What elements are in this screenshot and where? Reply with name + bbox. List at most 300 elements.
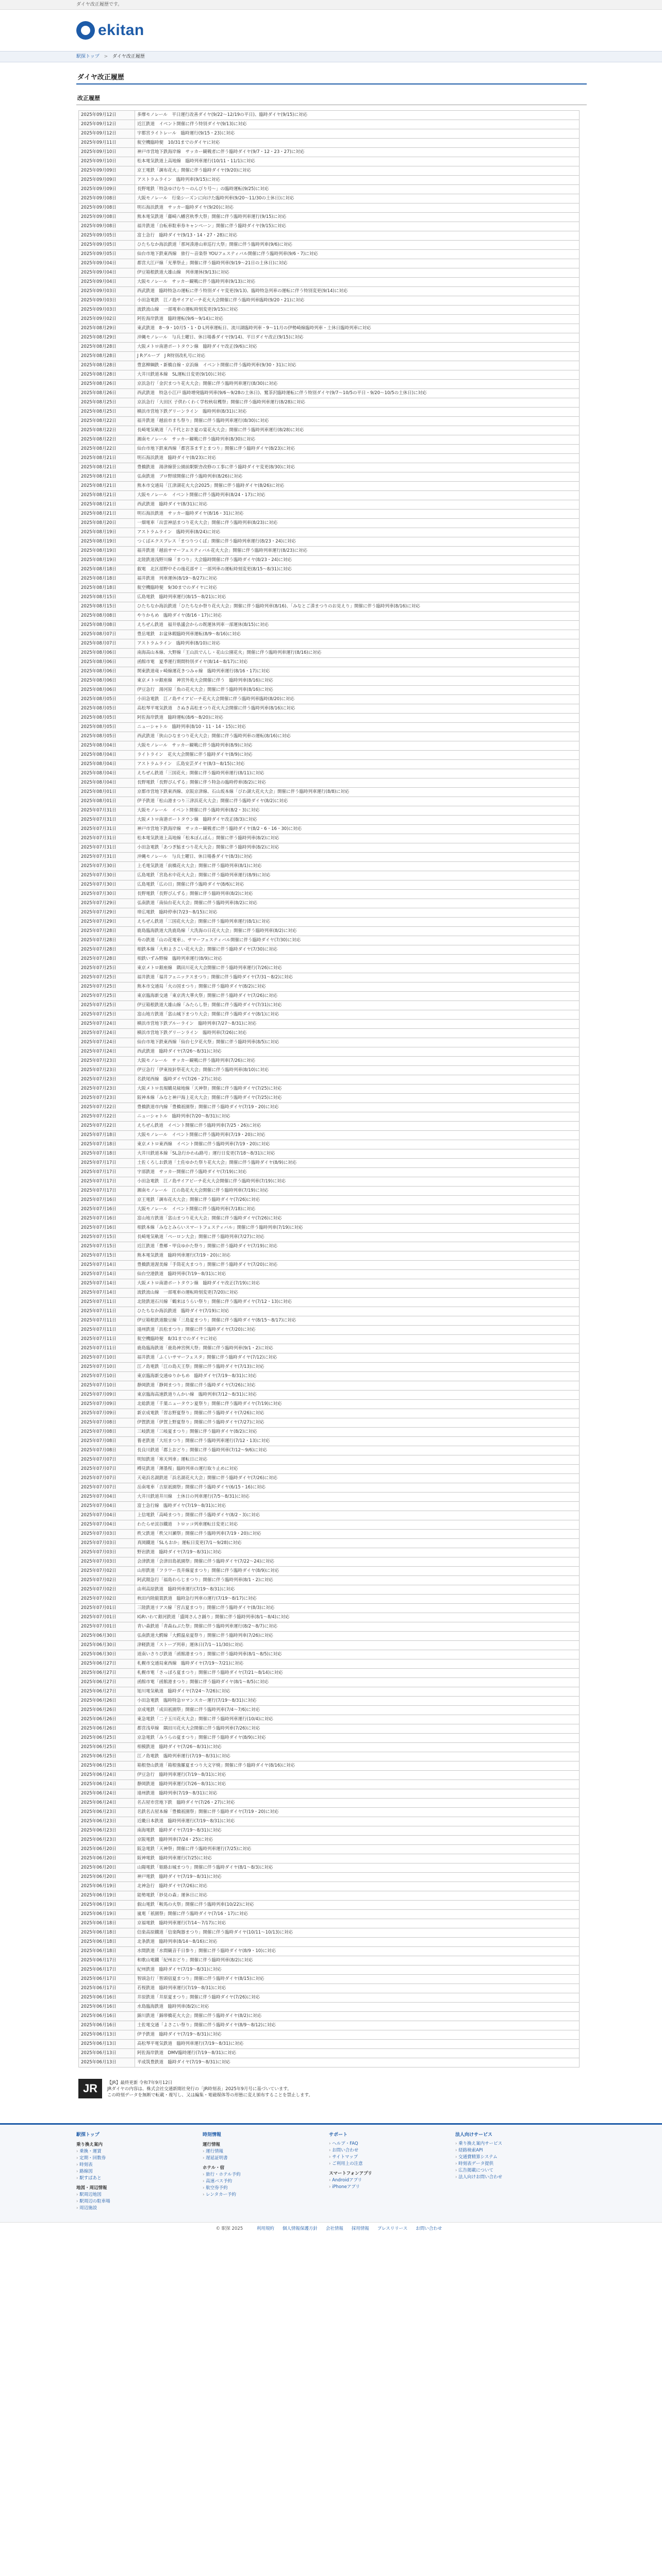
revision-row [79,445,580,454]
footer-link[interactable]: › 周辺施設 [76,2205,203,2212]
revision-text: ひたちなか海浜鉄道「ひたちなか祭り花火大会」開催に伴う臨時列車(8/16)、「みなとご湊まつりのお見えり」開催に伴う臨時列車(8/16)に対応 [135,602,580,612]
jr-notice-text [107,2079,313,2098]
footer-link[interactable]: › 法人向けお問い合わせ [455,2174,582,2181]
revision-date: 2025年07月11日 [79,1298,135,1307]
revision-row [79,973,580,982]
footer-link[interactable]: › 定期・回数券 [76,2155,203,2162]
revision-row [79,797,580,806]
revision-row [79,537,580,547]
revision-date: 2025年07月08日 [79,1418,135,1428]
jr-logo: JR [78,2079,102,2098]
revision-row [79,1242,580,1251]
revision-date: 2025年08月19日 [79,556,135,565]
revision-date: 2025年09月04日 [79,278,135,287]
revision-text: ニューシャトル 臨時列車(7/20〜8/31)に対応 [135,1112,580,1122]
revision-date: 2025年09月03日 [79,296,135,306]
revision-date: 2025年06月20日 [79,1845,135,1854]
revision-text: 松本電気鉄道上高地線「松本ぼんぼん」開催に伴う臨時列車(8/2)に対応 [135,834,580,843]
revision-row [79,315,580,324]
bottom-link[interactable]: 会社情報 [325,2226,343,2231]
revision-row [79,1010,580,1020]
revision-row [79,964,580,973]
revision-text: 西武鉄道 臨時ダイヤ(7/26〜8/31)に対応 [135,1047,580,1057]
revision-text: 明石海浜鉄道 臨時ダイヤ(8/23)に対応 [135,454,580,463]
revision-date: 2025年07月02日 [79,1585,135,1595]
footer-link[interactable]: › 乗換・運賃 [76,2148,203,2155]
revision-row [79,1975,580,1984]
revision-text: 遠州鉄道「浜松まつり」開催に伴う臨時ダイヤ(7/20)に対応 [135,1326,580,1335]
revision-row [79,899,580,908]
revision-text: 宇都宮ライトレール 臨時運行(9/15・23)に対応 [135,129,580,139]
revision-row [79,918,580,927]
revision-text: 福井鉄道「越前サマーフェスティバル花火大会」開催に伴う臨時列車運行(8/23)に対応 [135,547,580,556]
revision-row [79,658,580,667]
revision-date: 2025年06月13日 [79,2058,135,2067]
revision-date: 2025年07月10日 [79,1381,135,1391]
revision-row [79,398,580,408]
footer-link[interactable]: › 駅すぱあと [76,2175,203,2182]
revision-date: 2025年07月29日 [79,899,135,908]
revision-text: 阪神電鉄 臨時列車運行(7/25)に対応 [135,1854,580,1863]
revision-text: 名鉄名古屋本線「豊橋祇園祭」開催に伴う臨時ダイヤ(7/19・20)に対応 [135,1808,580,1817]
revision-text: アストラムライン 臨時列車(9/15)に対応 [135,176,580,185]
revision-date: 2025年09月03日 [79,287,135,296]
revision-row [79,2040,580,2049]
revision-date: 2025年08月22日 [79,435,135,445]
copyright: © 駅探 2025 [216,2226,243,2231]
revision-row [79,1622,580,1632]
revision-row [79,1224,580,1233]
revision-row [79,1168,580,1177]
revision-row [79,510,580,519]
revision-date: 2025年07月17日 [79,1168,135,1177]
revision-text: 大阪メトロ南港ポートタウン線 臨時ダイヤ改正(8/3)に対応 [135,816,580,825]
revision-row [79,751,580,760]
revision-date: 2025年09月08日 [79,213,135,222]
revision-text: ひたちなか海浜鉄道 臨時ダイヤ(7/19)に対応 [135,1307,580,1316]
revision-date: 2025年08月20日 [79,519,135,528]
revision-row [79,1650,580,1659]
revision-date: 2025年06月20日 [79,1863,135,1873]
revision-date: 2025年07月30日 [79,871,135,880]
revision-text: 大阪メトロ長堀鶴見緑地線「天神祭」開催に伴う臨時ダイヤ(7/25)に対応 [135,1084,580,1094]
revision-date: 2025年07月22日 [79,1103,135,1112]
revision-date: 2025年09月12日 [79,111,135,120]
revision-date: 2025年07月02日 [79,1595,135,1604]
revision-text: 養老鉄道「大垣まつり」開催に伴う臨時列車運行(7/12・13)に対応 [135,1437,580,1446]
revision-text: 北陸鉄道石川線「鶴来ほうらい祭り」開催に伴う臨時ダイヤ(7/12・13)に対応 [135,1298,580,1307]
revision-date: 2025年08月18日 [79,574,135,584]
revision-text: 広島電鉄「宮島水中花火大会」開催に伴う臨時列車運行(8/9)に対応 [135,871,580,880]
bottom-links [253,2226,446,2231]
revision-row [79,1669,580,1678]
revision-row [79,278,580,287]
revision-row [79,1919,580,1928]
revision-row [79,352,580,361]
revision-date: 2025年07月30日 [79,890,135,899]
revision-date: 2025年09月10日 [79,148,135,157]
revision-text: 静岡鉄道「静岡まつり」開催に伴う臨時ダイヤ(7/26)に対応 [135,1381,580,1391]
revision-text: 鹿島臨海鉄道大洗鹿島線「大洗海の日花火大会」開催に伴う臨時列車(8/2)に対応 [135,927,580,936]
revision-text: 伊豆箱根鉄道大雄山線「みたらし祭」開催に伴う臨時ダイヤ(7/31)に対応 [135,1001,580,1010]
revision-text: 大阪モノレール イベント開催に伴う臨時列車(7/19・20)に対応 [135,1131,580,1140]
revision-row [79,1836,580,1845]
revision-text: 上毛電気鉄道「前橋花火大会」開催に伴う臨時列車(8/1)に対応 [135,862,580,871]
revision-date: 2025年07月24日 [79,1038,135,1047]
revision-date: 2025年09月05日 [79,250,135,259]
revision-date: 2025年06月27日 [79,1659,135,1669]
revision-date: 2025年07月17日 [79,1187,135,1196]
revision-date: 2025年08月29日 [79,324,135,333]
revision-text: 北条鉄道 臨時列車(8/14〜8/16)に対応 [135,1938,580,1947]
revision-date: 2025年06月19日 [79,1910,135,1919]
revision-date: 2025年08月19日 [79,547,135,556]
revision-text: 井原鉄道「井原夏まつり」開催に伴う臨時ダイヤ(7/26)に対応 [135,1993,580,2003]
footer-link[interactable]: › ヘルプ・FAQ [329,2141,455,2147]
revision-date: 2025年07月23日 [79,1057,135,1066]
revision-row [79,1270,580,1279]
revision-date: 2025年07月23日 [79,1075,135,1084]
revision-date: 2025年06月18日 [79,1928,135,1938]
footer-link[interactable]: › 時刻表 [76,2162,203,2168]
revision-text: 明石海浜鉄道 サッカー臨時ダイヤ(9/20)に対応 [135,204,580,213]
bottom-link[interactable]: お問い合わせ [416,2226,442,2231]
footer-link[interactable]: › 運行情報 [203,2148,329,2155]
revision-date: 2025年06月23日 [79,1836,135,1845]
footer-col-3-title[interactable]: サポート [329,2132,348,2138]
footer-link[interactable]: › Androidアプリ [329,2177,455,2184]
revision-row [79,1863,580,1873]
revision-date: 2025年07月25日 [79,1010,135,1020]
revision-row [79,982,580,992]
revision-date: 2025年09月05日 [79,231,135,241]
footer-link[interactable]: › 路線図 [76,2168,203,2175]
revision-text: 函館市電 夏季運行期間特別ダイヤ(8/14〜8/17)に対応 [135,658,580,667]
footer-link[interactable]: › レンタカー予約 [203,2192,329,2198]
ekitan-logo[interactable] [76,21,144,40]
revision-date: 2025年06月17日 [79,1956,135,1965]
revision-row [79,2058,580,2067]
revision-date: 2025年06月20日 [79,1873,135,1882]
footer-link[interactable]: › 航空券予約 [203,2185,329,2192]
logo-text: ekitan [98,22,144,39]
revision-text: 横浜市営地下鉄ブルーライン 臨時列車(7/27〜8/31)に対応 [135,1020,580,1029]
bottom-link[interactable]: 採用情報 [351,2226,369,2231]
revision-row [79,1567,580,1576]
revision-text: 道南いさりび鉄道「函館港まつり」開催に伴う臨時列車(8/1〜8/5)に対応 [135,1650,580,1659]
revision-text: 多摩モノレール 平日運行改善ダイヤ(9/22〜12/19の平日)、臨時ダイヤ(9/15)に対応 [135,111,580,120]
revision-row [79,482,580,491]
revision-date: 2025年07月09日 [79,1400,135,1409]
revision-date: 2025年07月09日 [79,1409,135,1418]
footer-link[interactable]: › 広告掲載について [455,2167,582,2174]
revision-date: 2025年06月18日 [79,1919,135,1928]
revision-row [79,231,580,241]
revision-text: 三陸鉄道リアス線「宮古夏まつり」開催に伴う臨時ダイヤ(8/3)に対応 [135,1604,580,1613]
revision-text: 阿佐海岸鉄道 臨時運転(8/6〜8/20)に対応 [135,714,580,723]
footer-col-2-title[interactable]: 時刻情報 [203,2132,222,2138]
revision-row [79,732,580,741]
revision-row [79,1279,580,1289]
revision-text: 松本電気鉄道上高地線 臨時列車運行(10/11・11/1)に対応 [135,157,580,166]
revision-date: 2025年07月03日 [79,1548,135,1557]
revision-date: 2025年09月04日 [79,268,135,278]
revision-row [79,1826,580,1836]
revision-text: 福井鉄道「自転車駐車券キャンペーン」開催に伴う臨時ダイヤ(9/15)に対応 [135,222,580,231]
revision-text: 弘南鉄道大鰐線「大鰐温泉夏祭り」開催に伴う臨時列車(7/26)に対応 [135,1632,580,1641]
footer-link[interactable]: › サイトマップ [329,2154,455,2161]
revision-date: 2025年08月05日 [79,714,135,723]
breadcrumb-home-link[interactable]: 駅探トップ [76,54,100,59]
revision-text: アストラムライン 臨時列車(8/10)に対応 [135,639,580,649]
revision-text: 都営大江戸線「光華祭止」開催に伴う臨時列車(9/19〜21日の土休日)に対応 [135,259,580,268]
revision-date: 2025年08月04日 [79,769,135,778]
revision-text: 長野電鉄「長野ぴんずる」開催に伴う特急の臨時停車(8/2)に対応 [135,778,580,788]
revision-date: 2025年07月22日 [79,1112,135,1122]
footer-link[interactable]: › 経路検索API [455,2147,582,2154]
revision-text: 会津鉄道「会津田島祇園祭」開催に伴う臨時ダイヤ(7/22〜24)に対応 [135,1557,580,1567]
revision-text: 高松琴平電気鉄道 さぬき高松まつり花火大会開催に伴う臨時列車(8/16)に対応 [135,704,580,714]
revision-row [79,556,580,565]
revision-date: 2025年07月11日 [79,1326,135,1335]
revision-row [79,1585,580,1595]
footer-link[interactable]: › 乗り換え案内サービス [455,2141,582,2147]
revision-text: IGRいわて銀河鉄道「盛岡さんさ踊り」開催に伴う臨時列車(8/1〜8/4)に対応 [135,1613,580,1622]
revision-text: 伊豆箱根鉄道駿豆線「三島夏まつり」開催に伴う臨時ダイヤ(8/15〜8/17)に対応 [135,1316,580,1326]
revision-text: 三岐鉄道「三岐夏まつり」開催に伴う臨時ダイヤ(8/2)に対応 [135,1428,580,1437]
footer-col-3-list1 [329,2141,455,2167]
breadcrumb [0,51,662,62]
breadcrumb-current: ダイヤ改正履歴 [112,54,145,59]
revision-text: 豊橋鉄道 湯津線笹公園前駅駅舎改修の工事に伴う臨時ダイヤ変更(8/30)に対応 [135,463,580,472]
revision-text: 熊本市交通局「江津湖花火大会2025」開催に伴う臨時ダイヤ(8/26)に対応 [135,482,580,491]
revision-text: 名古屋市営地下鉄 臨時ダイヤ(7/26・27)に対応 [135,1799,580,1808]
footer-link[interactable]: › 遅延証明書 [203,2155,329,2162]
revision-text: 若桜鉄道 臨時列車運行(7/19〜8/31)に対応 [135,1984,580,1993]
footer-link[interactable]: › 交通費精算システム [455,2154,582,2161]
revision-row [79,621,580,630]
revision-text: 神戸市営地下鉄海岸線 サッカー観戦者に伴う臨時ダイヤ(9/7・12・23・27)に対応 [135,148,580,157]
revision-date: 2025年08月21日 [79,454,135,463]
revision-row [79,528,580,537]
revision-text: 東京臨海新交通「東京湾大華火祭」開催に伴う臨時ダイヤ(7/26)に対応 [135,992,580,1001]
revision-row [79,1789,580,1799]
revision-date: 2025年07月17日 [79,1177,135,1187]
revision-row [79,547,580,556]
revision-date: 2025年07月18日 [79,1149,135,1159]
revision-date: 2025年06月18日 [79,1947,135,1956]
footer-link[interactable]: › ご利用上の注意 [329,2161,455,2167]
revision-text: えちぜん鉄道 福井県議会からの既運休列車一部運休(8/15)に対応 [135,621,580,630]
bottom-link[interactable]: 個人情報保護方針 [282,2226,318,2231]
revision-date: 2025年09月12日 [79,129,135,139]
revision-date: 2025年07月28日 [79,955,135,964]
revision-row [79,1103,580,1112]
revision-text: 湘南モノレール 江の島花火大会開催に伴う臨時列車(7/19)に対応 [135,1187,580,1196]
revision-row [79,584,580,593]
revision-row [79,769,580,778]
revision-text: 東京臨海新交通ゆりかもめ 臨時ダイヤ(7/19〜8/31)に対応 [135,1372,580,1381]
revision-row [79,1697,580,1706]
revision-row [79,2021,580,2030]
revision-text: 明石海浜鉄道 サッカー臨時ダイヤ(8/16・31)に対応 [135,510,580,519]
revision-row [79,1891,580,1901]
revision-row [79,1038,580,1047]
revision-text: 福井鉄道「越前市まち祭り」開催に伴う臨時列車運行(8/30)に対応 [135,417,580,426]
revision-date: 2025年08月18日 [79,565,135,574]
revision-text: 叡山電鉄「鞍馬の火祭」開催に伴う臨時列車(10/22)に対応 [135,1901,580,1910]
revision-text: 天竜浜名湖鉄道「浜名湖花火大会」開催に伴う臨時ダイヤ(7/26)に対応 [135,1474,580,1483]
revision-text: 仙台市地下鉄東西線「都宮茶ますとまつり」開催に伴う臨時ダイヤ(8/23)に対応 [135,445,580,454]
footer-link[interactable]: › お問い合わせ [329,2147,455,2154]
revision-row [79,111,580,120]
revision-row [79,408,580,417]
revision-date: 2025年07月16日 [79,1214,135,1224]
revision-text: わたらせ渓谷鐵道 トロッコ列車運転日変更に対応 [135,1520,580,1530]
revision-row [79,389,580,398]
revision-text: 弘南鉄道「南仙台花火大会」開催に伴う臨時列車(8/2)に対応 [135,899,580,908]
revision-row [79,2012,580,2021]
revision-row [79,1140,580,1149]
revision-date: 2025年07月23日 [79,1084,135,1094]
footer-link[interactable]: › 時刻表データ提供 [455,2161,582,2167]
revision-row [79,1437,580,1446]
revision-row [79,686,580,695]
revision-date: 2025年08月28日 [79,343,135,352]
revision-date: 2025年07月07日 [79,1455,135,1465]
revision-row [79,714,580,723]
footer-link[interactable]: › 駅周辺地図 [76,2192,203,2198]
revision-date: 2025年07月22日 [79,1122,135,1131]
revision-row [79,1761,580,1771]
revision-row [79,1261,580,1270]
revision-row [79,1353,580,1363]
revision-row [79,2030,580,2040]
revision-text: 伊豆急行 臨時列車運行(7/19〜8/31)に対応 [135,1771,580,1780]
revision-text: 航空機臨時便 9/30までのダイヤに対応 [135,584,580,593]
revision-row [79,1734,580,1743]
revision-date: 2025年06月16日 [79,1993,135,2003]
footer-link[interactable]: › 旅行・ホテル予約 [203,2172,329,2178]
footer-link[interactable]: › 駅周辺の駐車場 [76,2198,203,2205]
revision-date: 2025年08月26日 [79,380,135,389]
revision-row [79,945,580,955]
revision-row [79,1084,580,1094]
revision-text: ライトライン 花火大会開催に伴う臨時ダイヤ(8/9)に対応 [135,751,580,760]
revision-date: 2025年07月28日 [79,945,135,955]
revision-row [79,2049,580,2058]
revision-row [79,194,580,204]
bottom-link[interactable]: プレスリリース [377,2226,408,2231]
revision-date: 2025年08月22日 [79,445,135,454]
revision-row [79,741,580,751]
revision-text: 近畿日本鉄道 臨時列車運行(7/19〜8/31)に対応 [135,1817,580,1826]
revision-date: 2025年07月04日 [79,1520,135,1530]
revision-text: 長野電鉄「長野びんずる」開催に伴う臨時列車(8/2)に対応 [135,890,580,899]
revision-text: 北総鉄道「千葉ニュータウン夏祭り」開催に伴う臨時ダイヤ(7/19)に対応 [135,1400,580,1409]
footer-col-1-title[interactable]: 駅探トップ [76,2132,100,2138]
revision-text: 横浜市営地下鉄グリーンライン 臨時列車(8/31)に対応 [135,408,580,417]
revision-date: 2025年09月08日 [79,204,135,213]
revision-text: 智頭急行「智頭宿夏まつり」開催に伴う臨時ダイヤ(8/15)に対応 [135,1975,580,1984]
footer-link[interactable]: › iPhoneアプリ [329,2184,455,2191]
revision-date: 2025年06月16日 [79,2012,135,2021]
revision-row [79,704,580,714]
revision-text: 相模鉄道 臨時ダイヤ(7/26〜8/31)に対応 [135,1743,580,1752]
revision-date: 2025年06月17日 [79,1984,135,1993]
footer-col-1-list1 [76,2148,203,2182]
revision-row [79,1483,580,1493]
revision-text: 近江鉄道 イベント開催に伴う特別ダイヤ(9/13)に対応 [135,120,580,129]
revision-row [79,1799,580,1808]
revision-row [79,1298,580,1307]
revision-text: 江ノ島電鉄 臨時列車運行(7/19〜8/31)に対応 [135,1752,580,1761]
revision-row [79,1400,580,1409]
revision-date: 2025年07月29日 [79,918,135,927]
revision-row [79,1455,580,1465]
revision-row [79,1687,580,1697]
revision-row [79,287,580,296]
revision-row [79,1808,580,1817]
revision-date: 2025年07月01日 [79,1622,135,1632]
revision-date: 2025年07月18日 [79,1131,135,1140]
footer-col-1-sub1: 乗り換え案内 [76,2142,103,2147]
revision-row [79,213,580,222]
footer-col-1-list2 [76,2192,203,2212]
revision-date: 2025年07月25日 [79,982,135,992]
revision-text: 豊岳電鉄 お盆休暇臨時列車運転(8/9〜8/16)に対応 [135,630,580,639]
revision-date: 2025年08月21日 [79,472,135,482]
revision-row [79,491,580,500]
revision-text: 小田急電鉄 江ノ島サイアビーチ花火大会開催に伴う臨時列車(7/19)に対応 [135,1177,580,1187]
revision-text: えちぜん鉄道「三国花火大会」開催に伴う臨時列車運行(8/1)に対応 [135,918,580,927]
revision-row [79,185,580,194]
revision-text: 名鉄尾西線 臨時ダイヤ(7/26・27)に対応 [135,1075,580,1084]
revision-date: 2025年07月24日 [79,1029,135,1038]
revision-text: 土佐くろしお鉄道「土佐ゆかた祭り花火大会」開催に伴う臨時ダイヤ(8/9)に対応 [135,1159,580,1168]
revision-text: 熊本電気鉄道 臨時列車運行(7/19・20)に対応 [135,1251,580,1261]
footer-link[interactable]: › 高速バス予約 [203,2178,329,2185]
footer-col-3 [329,2132,455,2212]
revision-date: 2025年09月09日 [79,185,135,194]
revision-date: 2025年07月04日 [79,1502,135,1511]
revision-date: 2025年06月26日 [79,1724,135,1734]
revision-date: 2025年07月04日 [79,1511,135,1520]
revision-text: 東武鉄道 8〜9・10月5・1・D L列車運転日、流川湖臨時列車・9〜11月の伊勢崎線臨時列車・土休日臨時列車に対応 [135,324,580,333]
revision-date: 2025年07月31日 [79,825,135,834]
revision-date: 2025年08月21日 [79,491,135,500]
revision-row [79,927,580,936]
revision-row [79,936,580,945]
revision-date: 2025年09月02日 [79,315,135,324]
revision-text: 大阪モノレール サッカー観戦に伴う臨時列車(8/9)に対応 [135,741,580,751]
revision-row [79,1993,580,2003]
revision-text: 富山地方鉄道「富山城下まつり大会」開催に伴う臨時ダイヤ(8/1)に対応 [135,1010,580,1020]
revision-row [79,1251,580,1261]
revision-date: 2025年06月17日 [79,1965,135,1975]
footer-col-4-title[interactable]: 法人向けサービス [455,2132,493,2138]
bottom-link[interactable]: 利用規約 [256,2226,274,2231]
revision-row [79,871,580,880]
revision-row [79,667,580,676]
revision-row [79,1307,580,1316]
revision-row [79,2003,580,2012]
revision-text: 上信電鉄「高崎まつり」開催に伴う臨時ダイヤ(8/2・3)に対応 [135,1511,580,1520]
revision-row [79,639,580,649]
revision-date: 2025年07月23日 [79,1094,135,1103]
revision-text: 静岡鉄道 臨時列車運行(7/26〜8/31)に対応 [135,1780,580,1789]
revision-row [79,788,580,797]
